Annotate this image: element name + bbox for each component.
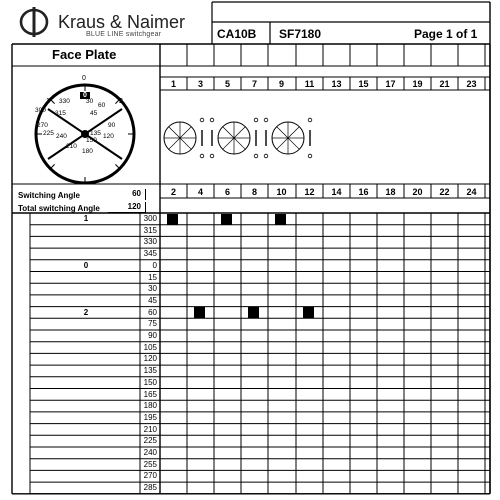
position-angle: 15 xyxy=(148,272,157,282)
contact-bottom-number: 22 xyxy=(439,187,450,197)
dial-angle-label: 60 xyxy=(98,102,106,109)
position-angle: 210 xyxy=(143,424,157,434)
dial-angle-label: 45 xyxy=(90,110,98,117)
position-angle: 240 xyxy=(143,448,157,457)
position-angle: 90 xyxy=(148,331,157,340)
contact-top-number: 3 xyxy=(197,79,203,89)
dial-angle-label: 180 xyxy=(82,148,93,155)
contact-cam xyxy=(264,118,312,158)
switching-angle-label: Switching Angle xyxy=(18,191,80,200)
position-angle: 75 xyxy=(148,319,157,329)
closed-contact-marker xyxy=(221,214,232,225)
contact-bottom-number: 8 xyxy=(251,187,257,197)
position-angle: 105 xyxy=(143,342,157,352)
contact-top-number: 7 xyxy=(251,79,257,89)
brand-name: Kraus & Naimer xyxy=(58,12,186,32)
page-indicator: Page 1 of 1 xyxy=(414,27,478,41)
contact-bottom-number: 14 xyxy=(331,187,342,197)
position-angle: 300 xyxy=(143,214,157,223)
face-plate-title: Face Plate xyxy=(52,47,117,62)
position-angle: 165 xyxy=(143,389,157,399)
position-angle: 60 xyxy=(148,307,157,317)
contact-bottom-number: 18 xyxy=(385,187,396,197)
position-angle: 135 xyxy=(143,366,157,376)
contact-bottom-number: 2 xyxy=(170,187,176,197)
position-angle: 30 xyxy=(148,284,157,294)
contact-cam xyxy=(160,118,204,158)
contact-elements xyxy=(160,114,320,164)
position-label: 0 xyxy=(83,260,89,270)
total-angle-value: 120 xyxy=(108,202,146,213)
dial-angle-label: 135 xyxy=(90,130,101,137)
brand-logo xyxy=(18,6,54,38)
position-angle: 120 xyxy=(143,354,157,364)
position-label: 2 xyxy=(83,307,89,317)
position-angle: 195 xyxy=(143,412,157,422)
contact-top-number: 23 xyxy=(466,79,477,89)
position-angle: 255 xyxy=(143,459,157,469)
contact-top-number: 15 xyxy=(358,79,369,89)
position-angle: 270 xyxy=(143,471,157,481)
position-angle: 225 xyxy=(143,436,157,446)
position-angle: 45 xyxy=(148,295,157,305)
brand-subtitle: BLUE LINE switchgear xyxy=(86,31,162,38)
dial-angle-label: 330 xyxy=(59,98,70,105)
closed-contact-marker xyxy=(248,307,259,318)
contact-bottom-number: 16 xyxy=(358,187,369,197)
contact-bottom-number: 24 xyxy=(466,187,477,197)
contact-bottom-number: 12 xyxy=(304,187,315,197)
dial-angle-label: 30 xyxy=(86,98,94,105)
switching-angle-value: 60 xyxy=(108,189,146,200)
position-angle: 345 xyxy=(143,249,157,259)
dial-left-position: 1 xyxy=(46,98,50,105)
contact-bottom-number: 4 xyxy=(197,187,203,197)
closed-contact-marker xyxy=(303,307,314,318)
dial-angle-label: 315 xyxy=(55,110,66,117)
contact-bottom-number: 20 xyxy=(412,187,423,197)
dial-angle-label: 270 xyxy=(37,122,48,129)
position-label: 1 xyxy=(83,214,89,223)
dial-angle-label: 90 xyxy=(108,122,116,129)
total-angle-label: Total switching Angle xyxy=(18,204,100,213)
catalog-code: CA10B xyxy=(217,27,257,41)
contact-cam xyxy=(210,118,258,158)
closed-contact-marker xyxy=(167,214,178,225)
contact-top-number: 13 xyxy=(331,79,342,89)
contact-top-number: 11 xyxy=(304,79,315,89)
dial-top-label: 0 xyxy=(82,75,86,82)
position-angle: 150 xyxy=(143,377,157,387)
face-plate-dial xyxy=(18,72,148,192)
contact-top-number: 1 xyxy=(170,79,176,89)
contact-top-number: 21 xyxy=(439,79,450,89)
contact-top-number: 19 xyxy=(412,79,423,89)
position-angle: 0 xyxy=(152,260,157,270)
dial-angle-label: 210 xyxy=(66,143,77,150)
contact-top-number: 17 xyxy=(385,79,396,89)
closed-contact-marker xyxy=(194,307,205,318)
contact-bottom-number: 6 xyxy=(224,187,230,197)
position-angle: 180 xyxy=(143,401,157,411)
dial-angle-label: 240 xyxy=(56,133,67,140)
dial-angle-label: 120 xyxy=(103,133,114,140)
position-angle: 315 xyxy=(143,225,157,235)
dial-angle-label: 300 xyxy=(35,107,46,114)
dial-angle-label: 225 xyxy=(43,130,54,137)
closed-contact-marker xyxy=(275,214,286,225)
position-angle: 330 xyxy=(143,237,157,247)
contact-top-number: 9 xyxy=(278,79,284,89)
dial-angle-label: 150 xyxy=(86,137,97,144)
dial-pointer-label: 0 xyxy=(80,92,90,99)
dial-right-position: 2 xyxy=(119,98,123,105)
position-angle: 285 xyxy=(143,483,157,493)
contact-bottom-number: 10 xyxy=(276,187,287,197)
diagram-code: SF7180 xyxy=(279,27,322,41)
contact-top-number: 5 xyxy=(224,79,230,89)
